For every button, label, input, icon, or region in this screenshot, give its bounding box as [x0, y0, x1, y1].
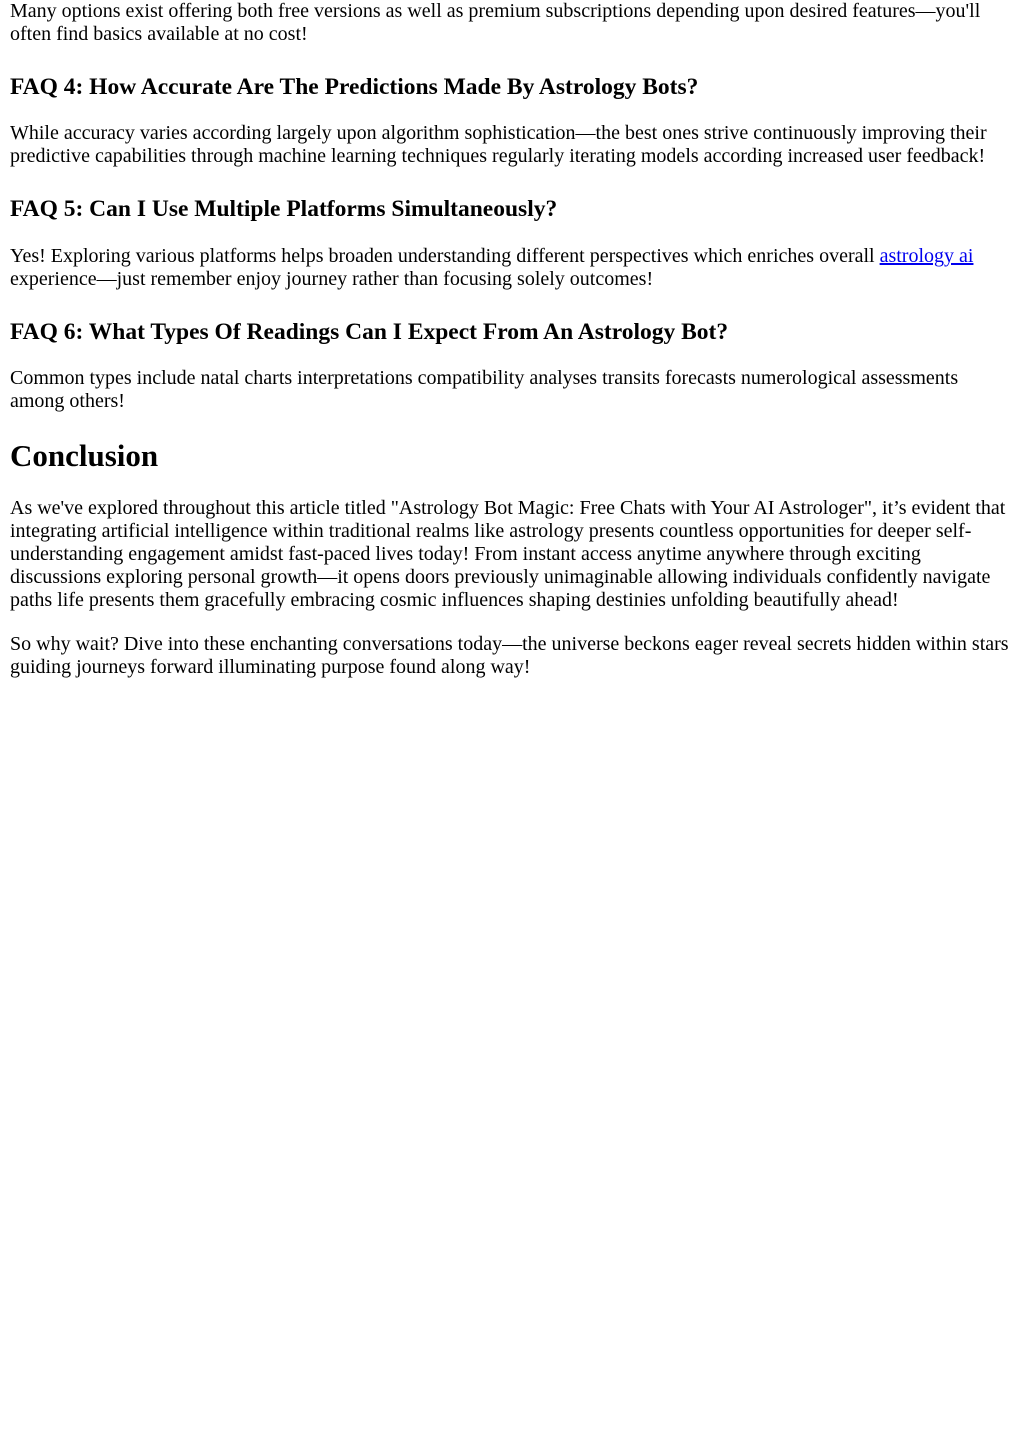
- faq5-answer-before: Yes! Exploring various platforms helps broaden understanding different perspectives which enriches overall: [10, 245, 880, 267]
- astrology-ai-link[interactable]: astrology ai: [879, 245, 974, 267]
- faq5-answer-after: experience—just remember enjoy journey rather than focusing solely outcomes!: [10, 268, 654, 290]
- conclusion-paragraph-1: As we've explored throughout this article titled "Astrology Bot Magic: Free Chats with Your AI Astrologer", it’s evident that integrating artificial intelligence within traditional realms like astrology presents countless opportunities for deeper self-understanding engagement amidst fast-paced lives today! From instant access anytime anywhere through exciting discussions exploring personal growth—it opens doors previously unimaginable allowing individuals confidently navigate paths life presents them gracefully embracing cosmic influences shaping destinies unfolding beautifully ahead!: [10, 497, 1006, 611]
- conclusion-heading: Conclusion: [10, 438, 159, 473]
- faq6-heading: FAQ 6: What Types Of Readings Can I Expect From An Astrology Bot?: [10, 319, 729, 345]
- intro-paragraph: Many options exist offering both free versions as well as premium subscriptions depending upon desired features—you'll often find basics available at no cost!: [10, 0, 981, 45]
- faq4-answer: While accuracy varies according largely upon algorithm sophistication—the best ones strive continuously improving their predictive capabilities through machine learning techniques regularly iterating models according increased user feedback!: [10, 122, 987, 167]
- faq6-answer: Common types include natal charts interpretations compatibility analyses transits forecasts numerological assessments among others!: [10, 367, 959, 412]
- conclusion-paragraph-2: So why wait? Dive into these enchanting conversations today—the universe beckons eager reveal secrets hidden within stars guiding journeys forward illuminating purpose found along way!: [10, 633, 1009, 678]
- article-page: [0, 0, 1024, 679]
- faq5-answer: [10, 245, 1014, 291]
- faq5-heading: FAQ 5: Can I Use Multiple Platforms Simultaneously?: [10, 196, 558, 222]
- faq4-heading: FAQ 4: How Accurate Are The Predictions Made By Astrology Bots?: [10, 74, 699, 100]
